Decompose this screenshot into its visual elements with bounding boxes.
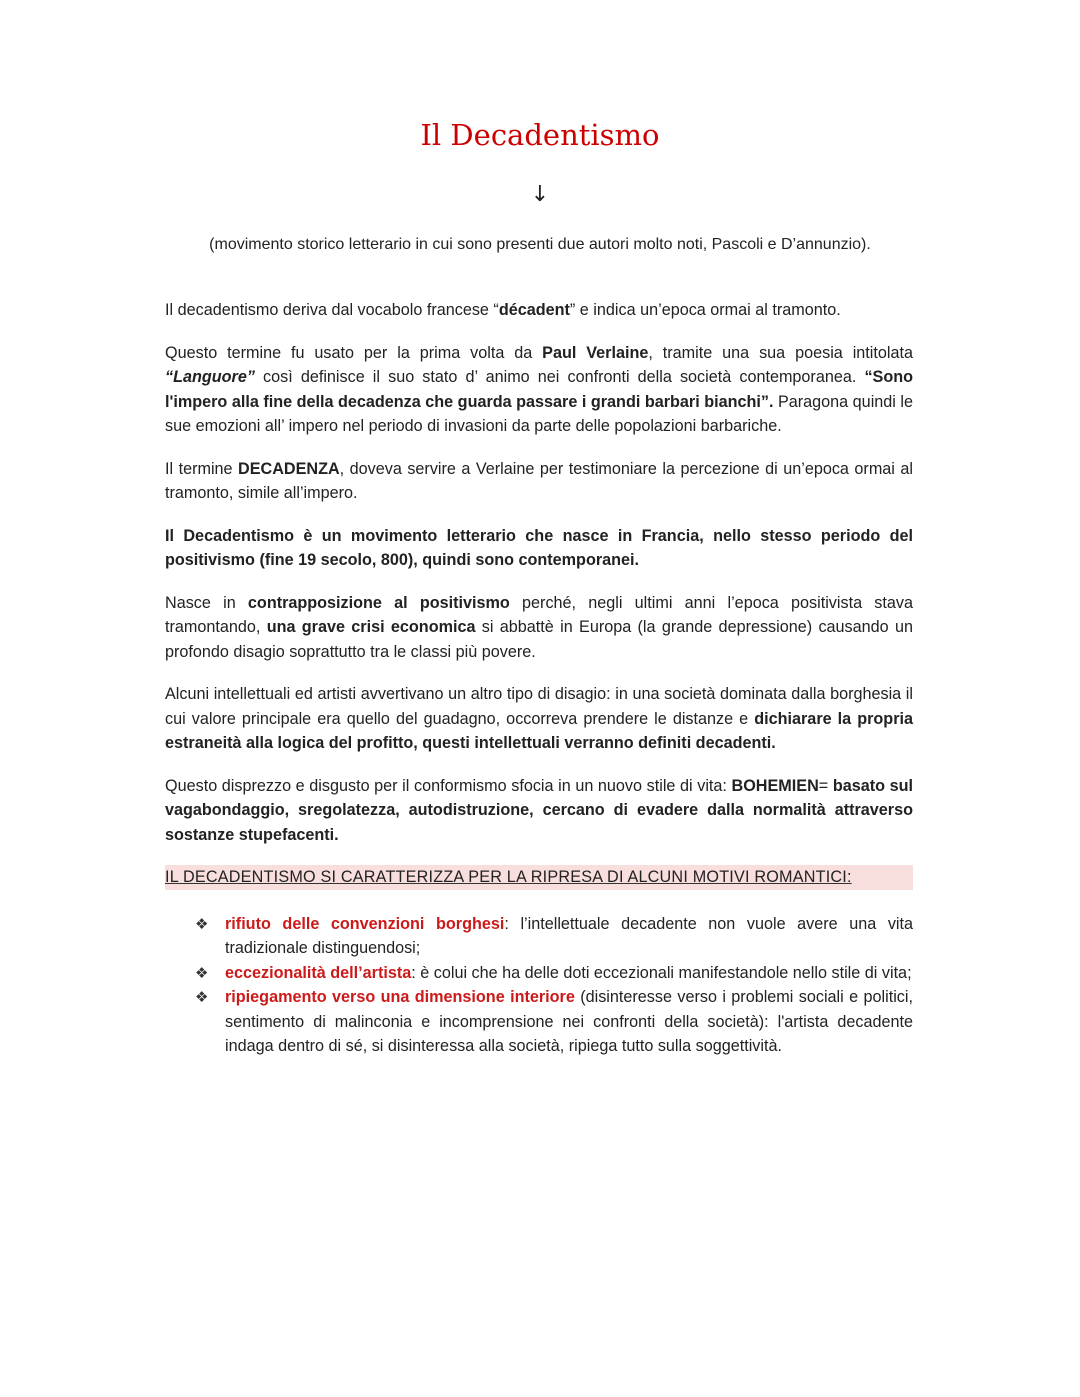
- paragraph-bohemien: [165, 774, 913, 848]
- document-body: [165, 298, 913, 1059]
- paragraph-contrast: [165, 591, 913, 665]
- text-span: Questo termine fu usato per la prima volta da: [165, 343, 543, 362]
- list-item: [195, 912, 914, 961]
- section-heading: IL DECADENTISMO SI CARATTERIZZA PER LA RIPRESA DI ALCUNI MOTIVI ROMANTICI:: [165, 865, 913, 890]
- text-span: Alcuni intellettuali ed artisti avvertivano un altro tipo di disagio: in una società dominata dalla borghesia il cui valore principale era quello del guadagno, occorreva prendere le distanze e: [165, 685, 913, 728]
- list-item-text: : l’intellettuale decadente non vuole avere una vita tradizionale distinguendosi;: [225, 914, 914, 957]
- page-title: Il Decadentismo: [420, 118, 660, 152]
- text-span: perché, negli ultimi anni l’epoca positivista stava tramontando,: [165, 593, 913, 636]
- list-item: [195, 985, 913, 1059]
- diamond-bullet-icon: ❖: [195, 963, 209, 982]
- text-span: si abbattè in Europa (la grande depressione) causando un profondo disagio soprattutto tra le classi più povere.: [165, 618, 913, 661]
- bold-term: Paul Verlaine: [542, 343, 649, 362]
- text-span: , tramite una sua poesia intitolata: [648, 343, 913, 362]
- bold-term: DECADENZA: [238, 459, 340, 478]
- list-item-term: eccezionalità dell’artista: [225, 963, 412, 982]
- list-item-term: ripiegamento verso una dimensione interiore: [225, 988, 575, 1006]
- poem-title: “Languore”: [165, 368, 255, 386]
- bold-term: BOHEMIEN: [731, 776, 819, 795]
- text-span: ” e indica un’epoca ormai al tramonto.: [569, 301, 841, 319]
- text-span: =: [818, 776, 833, 795]
- quote: “Sono l'impero alla fine della decadenza che guarda passare i grandi barbari bianchi”.: [165, 368, 913, 411]
- text-span: Nasce in: [165, 593, 248, 612]
- down-arrow-icon: ↓: [530, 182, 550, 207]
- text-span: Il decadentismo deriva dal vocabolo francese “: [165, 301, 499, 319]
- list-item-text: (disinteresse verso i problemi sociali e politici, sentimento di malinconia e incomprensione nei confronti della società): l'artista decadente indaga dentro di sé, si disinteressa alla società, ripiega tutto sulla soggettività.: [225, 988, 913, 1055]
- text-span: Il termine: [165, 459, 239, 478]
- list-item: [195, 961, 913, 986]
- diamond-bullet-icon: ❖: [195, 988, 209, 1006]
- paragraph-intellectuals: [165, 682, 913, 756]
- text-span: Paragona quindi le sue emozioni all’ impero nel periodo di invasioni da parte delle popolazioni barbariche.: [165, 392, 913, 435]
- subtitle: (movimento storico letterario in cui sono presenti due autori molto noti, Pascoli e D’annunzio).: [209, 236, 871, 253]
- bold-term: contrapposizione al positivismo: [247, 593, 510, 612]
- list-item-text: : è colui che ha delle doti eccezionali manifestandole nello stile di vita;: [411, 963, 912, 982]
- text-span: Questo disprezzo e disgusto per il conformismo sfocia in un nuovo stile di vita:: [165, 776, 732, 795]
- bold-term: una grave crisi economica: [266, 618, 476, 636]
- bold-term: décadent: [498, 301, 570, 319]
- paragraph-definition: [165, 524, 913, 573]
- bold-term: basato sul vagabondaggio, sregolatezza, autodistruzione, cercano di evadere dalla normalità attraverso sostanze stupefacenti.: [165, 776, 913, 844]
- motifs-list: [165, 912, 913, 1059]
- diamond-bullet-icon: ❖: [195, 914, 209, 933]
- bold-definition: Il Decadentismo è un movimento letterario che nasce in Francia, nello stesso periodo del positivismo (fine 19 secolo, 800), quindi sono contemporanei.: [165, 526, 913, 569]
- paragraph-decadenza: [165, 457, 913, 506]
- paragraph-etymology: [165, 298, 913, 323]
- text-span: , doveva servire a Verlaine per testimoniare la percezione di un’epoca ormai al tramonto, simile all’impero.: [165, 459, 913, 502]
- list-item-term: rifiuto delle convenzioni borghesi: [225, 914, 505, 933]
- paragraph-verlaine: [165, 341, 913, 439]
- bold-term: dichiarare la propria estraneità alla logica del profitto, questi intellettuali verranno definiti decadenti.: [165, 709, 913, 752]
- text-span: così definisce il suo stato d’ animo nei confronti della società contemporanea.: [254, 368, 865, 386]
